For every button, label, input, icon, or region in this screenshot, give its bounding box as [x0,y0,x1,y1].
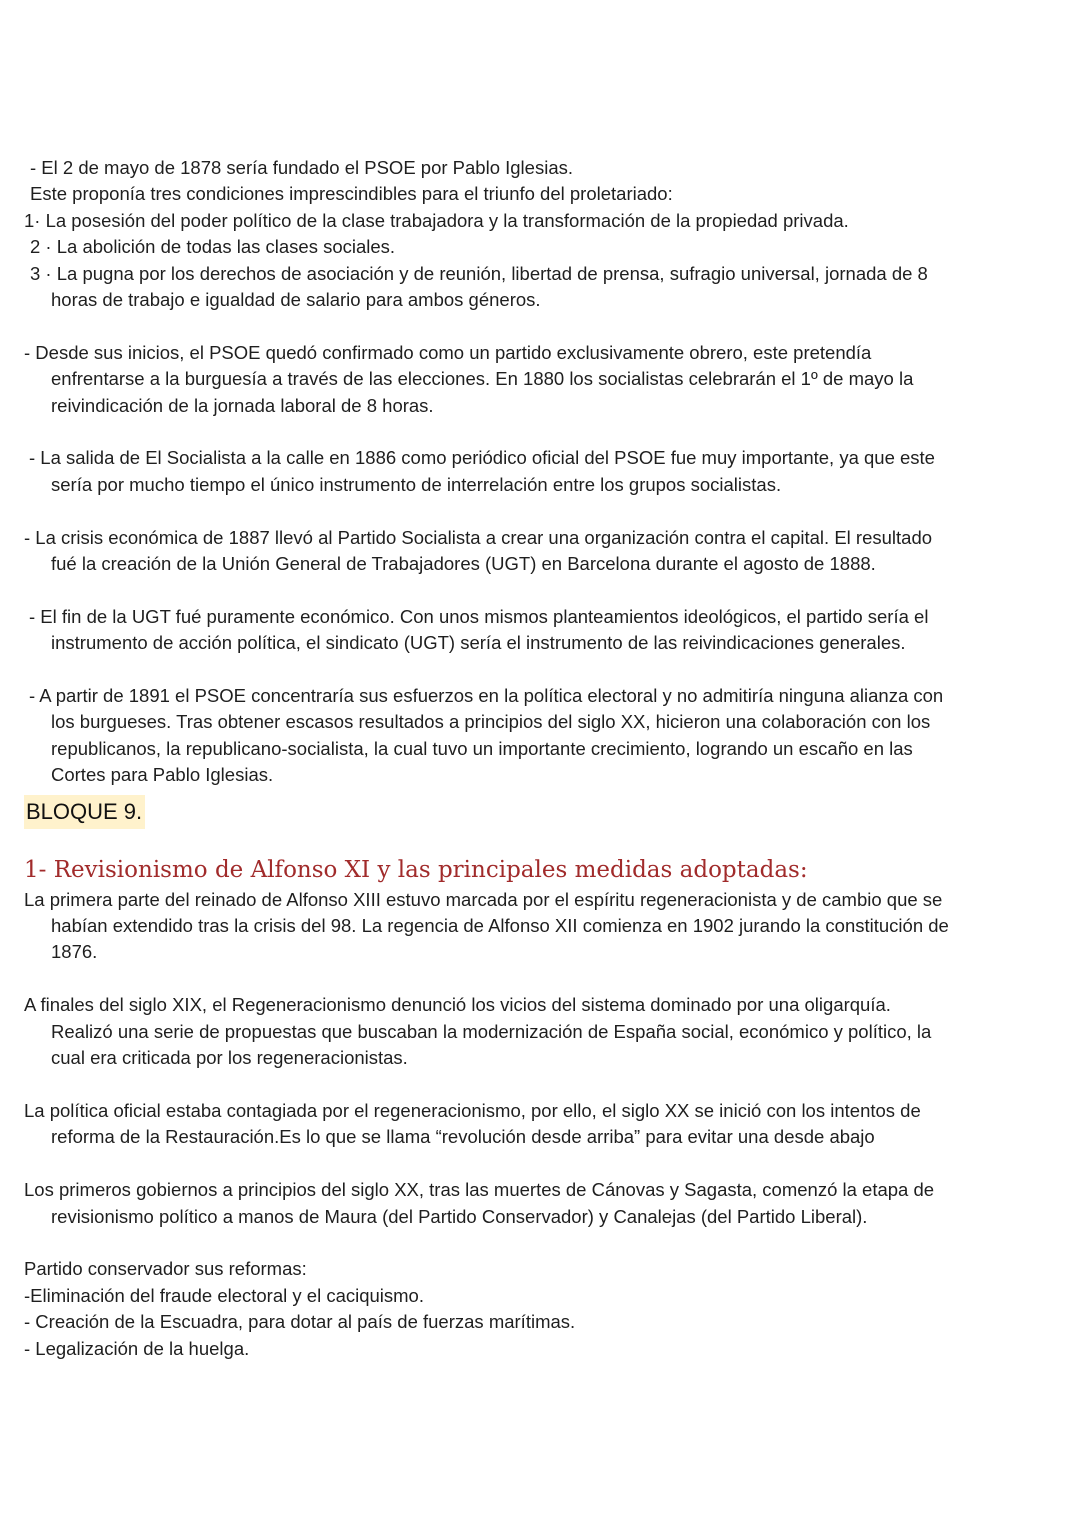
list-item: -Eliminación del fraude electoral y el caciquismo. [24,1284,424,1306]
text-line: - Desde sus inicios, el PSOE quedó confirmado como un partido exclusivamente obrero, este pretendía [24,341,872,363]
text-line: reforma de la Restauración.Es lo que se llama “revolución desde arriba” para evitar una desde abajo [51,1126,875,1148]
text-line: reivindicación de la jornada laboral de 8 horas. [51,394,434,416]
section-paragraph [0,1098,1080,1151]
text-line: sería por mucho tiempo el único instrumento de interrelación entre los grupos socialistas. [51,473,782,495]
psoe-paragraph [0,525,1080,578]
psoe-paragraph [0,604,1080,657]
text-line: Los primeros gobiernos a principios del siglo XX, tras las muertes de Cánovas y Sagasta, comenzó la etapa de [24,1179,935,1201]
condition-item: 2 · La abolición de todas las clases sociales. [30,236,396,258]
text-line: - La salida de El Socialista a la calle en 1886 como periódico oficial del PSOE fue muy importante, ya que este [29,447,935,469]
document-page [0,155,1080,1362]
text-line: republicanos, la republicano-socialista, la cual tuvo un importante crecimiento, logrando un escaño en las [51,737,913,759]
condition-item: 1· La posesión del poder político de la clase trabajadora y la transformación de la propiedad privada. [24,209,849,231]
section-paragraph [0,887,1080,966]
text-line: revisionismo político a manos de Maura (del Partido Conservador) y Canalejas (del Partido Liberal). [51,1205,868,1227]
text-line: La política oficial estaba contagiada por el regeneracionismo, por ello, el siglo XX se inició con los intentos de [24,1099,921,1121]
text-line: 1876. [51,941,98,963]
conservative-reforms-list [0,1256,1080,1362]
text-line: - La crisis económica de 1887 llevó al Partido Socialista a crear una organización contra el capital. El resultado [24,526,933,548]
list-item: - Creación de la Escuadra, para dotar al país de fuerzas marítimas. [24,1311,576,1333]
psoe-conditions-list [0,208,1080,314]
text-line: - A partir de 1891 el PSOE concentraría sus esfuerzos en la política electoral y no admitiría ninguna alianza con [29,685,944,707]
psoe-intro [0,155,1080,208]
text-line: Cortes para Pablo Iglesias. [51,764,274,786]
condition-item-continuation: horas de trabajo e igualdad de salario para ambos géneros. [51,289,541,311]
text-line: A finales del siglo XIX, el Regeneracionismo denunció los vicios del sistema dominado por una oligarquía. [24,994,891,1016]
text-line: habían extendido tras la crisis del 98. La regencia de Alfonso XII comienza en 1902 jurando la constitución de [51,915,949,937]
bloque-label: BLOQUE 9. [24,795,145,829]
text-line: - El fin de la UGT fué puramente económico. Con unos mismos planteamientos ideológicos, el partido sería el [29,605,929,627]
text-line: los burgueses. Tras obtener escasos resultados a principios del siglo XX, hicieron una colaboración con los [51,711,931,733]
text-line: instrumento de acción política, el sindicato (UGT) sería el instrumento de las reivindicaciones generales. [51,632,906,654]
psoe-paragraph [0,340,1080,419]
text-line: Este proponía tres condiciones imprescindibles para el triunfo del proletariado: [30,183,673,205]
text-line: enfrentarse a la burguesía a través de las elecciones. En 1880 los socialistas celebrarán el 1º de mayo la [51,368,914,390]
section-paragraph [0,992,1080,1071]
psoe-paragraph [0,683,1080,789]
condition-item: 3 · La pugna por los derechos de asociación y de reunión, libertad de prensa, sufragio universal, jornada de 8 [30,262,928,284]
list-title: Partido conservador sus reformas: [24,1258,307,1280]
text-line: cual era criticada por los regeneracionistas. [51,1047,408,1069]
section-paragraph [0,1177,1080,1230]
text-line: - El 2 de mayo de 1878 sería fundado el PSOE por Pablo Iglesias. [30,157,573,178]
section-heading: 1- Revisionismo de Alfonso XI y las principales medidas adoptadas: [24,856,808,883]
text-line: fué la creación de la Unión General de Trabajadores (UGT) en Barcelona durante el agosto de 1888. [51,553,876,575]
psoe-paragraph [0,445,1080,498]
text-line: Realizó una serie de propuestas que buscaban la modernización de España social, económico y político, la [51,1020,932,1042]
list-item: - Legalización de la huelga. [24,1337,250,1359]
text-line: La primera parte del reinado de Alfonso XIII estuvo marcada por el espíritu regeneracionista y de cambio que se [24,888,943,910]
bloque-header [0,795,1080,835]
